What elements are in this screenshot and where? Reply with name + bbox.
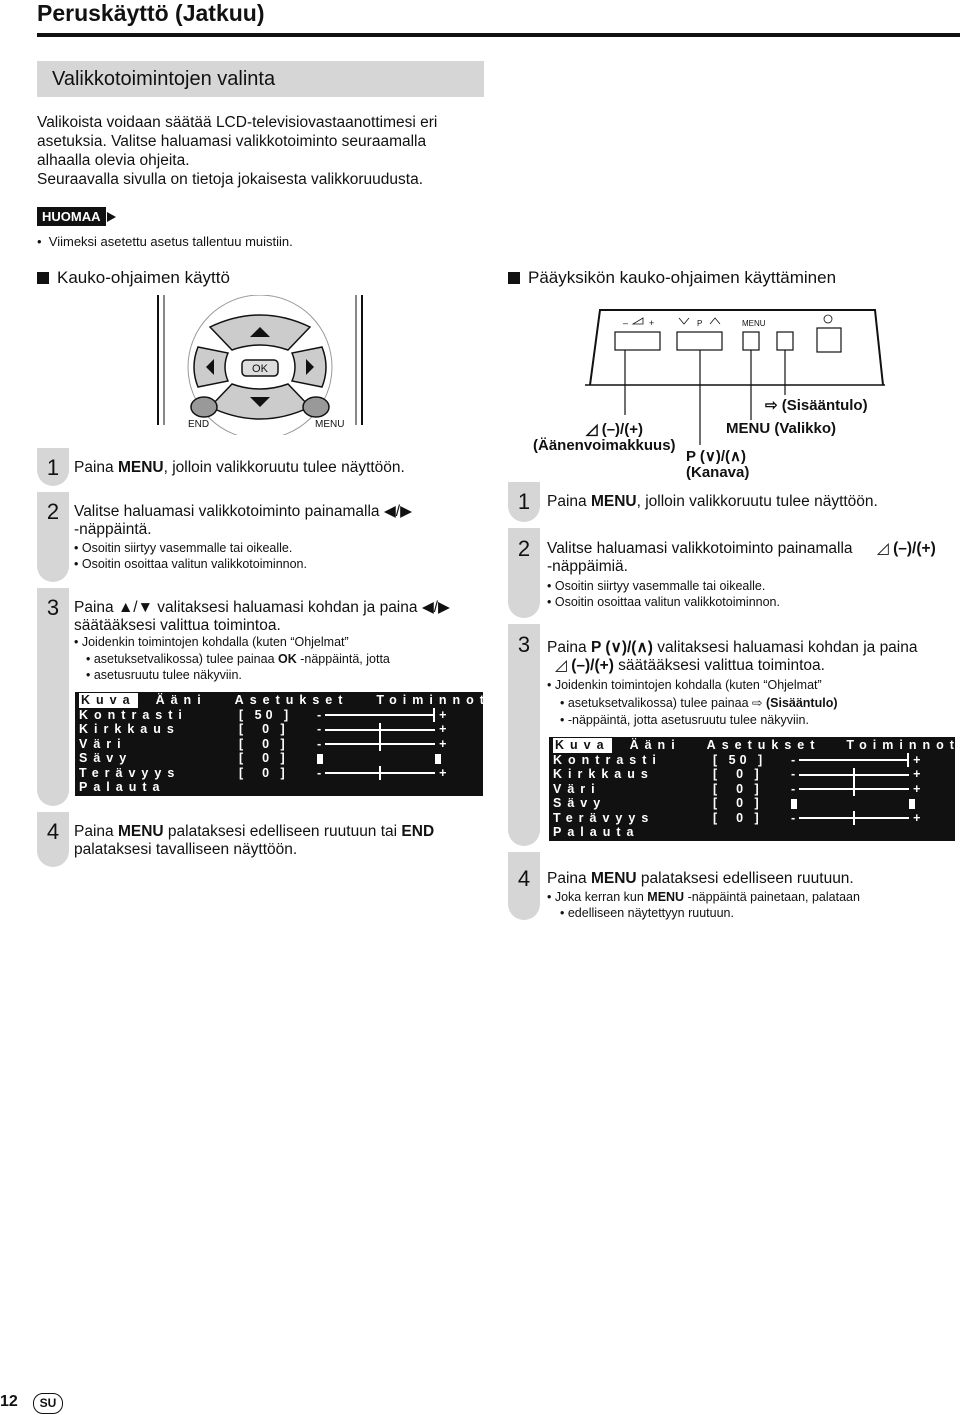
intro-line: Valikoista voidaan säätää LCD-televisiovastaanottimesi eri (37, 114, 438, 131)
up-down-arrows-icon: ▲/▼ (117, 599, 153, 616)
volume-callout-name: (Äänenvoimakkuus) (533, 437, 676, 454)
intro-line: alhaalla olevia ohjeita. (37, 152, 190, 169)
section-title: Valikkotoimintojen valinta (52, 68, 276, 90)
menu-row-value: [ 0 ] (239, 722, 289, 736)
menu-slider-knob (379, 737, 381, 751)
title-rule (37, 33, 960, 37)
menu-row (76, 737, 482, 752)
menu-row (76, 766, 482, 781)
bullet-cont: • asetuksetvalikossa) tulee painaa ⇨ (Sisääntulo) (560, 695, 838, 711)
menu-tab: Kuva (555, 738, 610, 752)
svg-text:P: P (697, 319, 703, 328)
right-heading-text: Pääyksikön kauko-ohjaimen käyttäminen (528, 268, 837, 287)
note-label (37, 207, 116, 226)
menu-slider-knob (853, 782, 855, 796)
menu-slider (325, 772, 435, 774)
menu-tab: Toiminnot (376, 693, 490, 707)
menu-row (550, 753, 954, 768)
menu-row-value: [ 0 ] (713, 781, 763, 796)
channel-button[interactable] (677, 332, 722, 350)
svg-text:MENU: MENU (742, 319, 766, 328)
bullet: • Joidenkin toimintojen kohdalla (kuten “Ohjelmat” (74, 634, 349, 650)
step-number: 2 (46, 499, 60, 524)
intro-line: asetuksia. Valitse haluamasi valikkotoiminto seuraamalla (37, 133, 427, 150)
menu-tab: Asetukset (234, 693, 349, 707)
volume-icon: ◿ (555, 657, 567, 674)
left-heading-text: Kauko-ohjaimen käyttö (57, 268, 230, 287)
end-label: END (188, 419, 210, 430)
page-number: 12 (0, 1393, 18, 1410)
step-number: 1 (46, 455, 60, 480)
volume-icon: ◿ (876, 540, 889, 557)
bullet: • Osoitin osoittaa valitun valikkotoiminnon. (547, 594, 780, 610)
menu-row-label: Palauta (553, 825, 640, 839)
menu-row-label: Väri (553, 781, 601, 796)
volume-icon: ◿ (586, 421, 598, 438)
volume-callout: ◿ (–)/(+) (586, 421, 643, 438)
menu-row-value: [ 50 ] (239, 707, 293, 722)
menu-row (550, 782, 954, 797)
left-right-arrows-icon: ◀/▶ (421, 599, 450, 616)
menu-row-plus: + (913, 781, 921, 796)
input-callout: ⇨ (Sisääntulo) (765, 397, 868, 414)
left-step-2-text: Valitse haluamasi valikkotoiminto painamalla ◀/▶ -näppäintä. (74, 503, 413, 538)
right-step-4-text: Paina MENU palataksesi edelliseen ruutuun. (547, 870, 854, 887)
remote-control-illustration (150, 295, 370, 435)
power-button[interactable] (817, 328, 841, 352)
menu-row-minus: - (791, 752, 796, 767)
menu-row (76, 751, 482, 766)
bullet-cont: • edelliseen näytettyyn ruutuun. (560, 905, 734, 921)
intro-text (37, 113, 497, 189)
left-step-4-text: Paina MENU palataksesi edelliseen ruutuun tai END palataksesi tavalliseen näyttöön. (74, 823, 435, 858)
menu-row (76, 780, 482, 795)
bullet: • Joidenkin toimintojen kohdalla (kuten “Ohjelmat” (547, 677, 822, 693)
menu-tab: Asetukset (706, 738, 821, 752)
right-step-3-text: Paina P (∨)/(∧) valitaksesi haluamasi kohdan ja paina ◿ (–)/(+) säätääksesi valittua toimintoa. (547, 639, 918, 674)
menu-row (550, 825, 954, 840)
menu-slider (325, 729, 435, 731)
menu-row-plus: + (913, 810, 921, 825)
menu-slider (799, 774, 909, 776)
menu-row (76, 708, 482, 723)
menu-slider-block (317, 754, 323, 764)
menu-row-label: Palauta (79, 780, 166, 794)
menu-label: MENU (315, 419, 345, 430)
step-number: 1 (517, 489, 531, 514)
left-step-1-text: Paina MENU, jolloin valikkoruutu tulee näyttöön. (74, 459, 405, 476)
channel-callout-name: (Kanava) (686, 464, 750, 481)
bullet: • Joka kerran kun MENU -näppäintä painetaan, palataan (547, 889, 860, 905)
svg-text:+: + (649, 318, 655, 328)
menu-row-plus: + (913, 752, 921, 767)
right-heading (508, 268, 836, 288)
svg-text:–: – (623, 318, 629, 328)
menu-callout: MENU (Valikko) (726, 420, 837, 437)
language-badge: SU (33, 1393, 63, 1414)
menu-rows (550, 753, 954, 840)
step-number: 4 (46, 819, 60, 844)
menu-row-minus: - (791, 810, 796, 825)
step-number: 3 (517, 632, 531, 657)
right-step-2-text: Valitse haluamasi valikkotoiminto painamalla ◿ (–)/(+) -näppäimiä. (547, 540, 936, 575)
menu-row-label: Väri (79, 736, 127, 751)
menu-row (76, 722, 482, 737)
page-title: Peruskäyttö (Jatkuu) (37, 0, 265, 26)
menu-row-plus: + (439, 736, 447, 751)
bullet: • Osoitin siirtyy vasemmalle tai oikealle. (74, 540, 292, 556)
menu-row-value: [ 0 ] (713, 767, 763, 781)
menu-slider-knob (433, 708, 435, 722)
left-right-arrows-icon: ◀/▶ (383, 503, 413, 520)
menu-slider-knob (853, 768, 855, 782)
menu-row-plus: + (439, 722, 447, 736)
intro-line: Seuraavalla sivulla on tietoja jokaisesta valikkoruudusta. (37, 171, 423, 188)
menu-row-plus: + (439, 707, 447, 722)
volume-button[interactable] (615, 332, 660, 350)
menu-row-label: Terävyys (79, 765, 181, 780)
menu-tab: Toiminnot (846, 738, 960, 752)
bullet-cont: • asetusruutu tulee näkyviin. (86, 667, 242, 683)
menu-row (550, 767, 954, 782)
menu-row-value: [ 0 ] (713, 796, 763, 810)
menu-slider-knob (907, 753, 909, 767)
left-step-3-text: Paina ▲/▼ valitaksesi haluamasi kohdan ja paina ◀/▶ säätääksesi valittua toimintoa. (74, 599, 450, 634)
input-icon: ⇨ (765, 397, 778, 414)
menu-tab: Ääni (155, 693, 207, 707)
menu-row-value: [ 0 ] (713, 810, 763, 825)
square-bullet-icon (37, 272, 49, 284)
menu-screen-right (549, 737, 960, 841)
menu-row (550, 796, 954, 811)
menu-row-value: [ 50 ] (713, 752, 767, 767)
menu-slider (799, 817, 909, 819)
menu-slider (799, 759, 909, 761)
right-step-1-text: Paina MENU, jolloin valikkoruutu tulee näyttöön. (547, 493, 878, 510)
menu-row-label: Kirkkaus (553, 767, 654, 781)
note-text: • Viimeksi asetettu asetus tallentuu muistiin. (37, 234, 293, 249)
menu-row-label: Sävy (79, 751, 133, 765)
menu-tab: Ääni (629, 738, 681, 752)
menu-button[interactable] (303, 397, 329, 417)
menu-row-plus: + (439, 765, 447, 780)
menu-slider-block (435, 754, 441, 764)
channel-callout: P (∨)/(∧) (686, 448, 747, 465)
menu-tab: Kuva (81, 693, 136, 707)
menu-unit-button[interactable] (743, 332, 759, 350)
menu-slider (325, 714, 435, 716)
menu-row-minus: - (317, 707, 322, 722)
menu-rows (76, 708, 482, 795)
ok-label: OK (252, 363, 268, 375)
note-arrow-icon (107, 212, 116, 222)
menu-row-minus: - (791, 767, 796, 781)
menu-slider-knob (379, 766, 381, 780)
menu-screen-left (75, 692, 490, 796)
menu-row-value: [ 0 ] (239, 751, 289, 765)
note-text-value: Viimeksi asetettu asetus tallentuu muistiin. (48, 234, 293, 249)
end-button[interactable] (191, 397, 217, 417)
menu-row-label: Terävyys (553, 810, 655, 825)
bullet-cont: • asetuksetvalikossa) tulee painaa OK -näppäintä, jotta (86, 651, 390, 667)
step-number: 3 (46, 595, 60, 620)
bullet: • Osoitin osoittaa valitun valikkotoiminnon. (74, 556, 307, 572)
left-heading (37, 268, 230, 288)
menu-row-label: Kirkkaus (79, 722, 180, 736)
menu-slider-knob (379, 723, 381, 737)
menu-row-value: [ 0 ] (239, 736, 289, 751)
menu-slider (325, 743, 435, 745)
menu-slider-knob (853, 811, 855, 825)
step-number: 2 (517, 536, 531, 561)
step-number: 4 (517, 866, 531, 891)
menu-slider-block (791, 799, 797, 809)
menu-row-label: Kontrasti (79, 707, 188, 722)
menu-slider-block (909, 799, 915, 809)
menu-row-minus: - (791, 781, 796, 796)
bullet-cont: • -näppäintä, jotta asetusruutu tulee näkyviin. (560, 712, 809, 728)
menu-row-value: [ 0 ] (239, 765, 289, 780)
input-unit-button[interactable] (777, 332, 793, 350)
menu-row-plus: + (913, 767, 921, 781)
menu-row-minus: - (317, 736, 322, 751)
note-label-text: HUOMAA (37, 207, 106, 226)
menu-row-minus: - (317, 765, 322, 780)
menu-row-minus: - (317, 722, 322, 736)
menu-row (550, 811, 954, 826)
menu-row-label: Sävy (553, 796, 607, 810)
menu-slider (799, 788, 909, 790)
menu-row-label: Kontrasti (553, 752, 662, 767)
square-bullet-icon (508, 272, 520, 284)
bullet: • Osoitin siirtyy vasemmalle tai oikealle. (547, 578, 765, 594)
input-icon: ⇨ (752, 696, 763, 710)
